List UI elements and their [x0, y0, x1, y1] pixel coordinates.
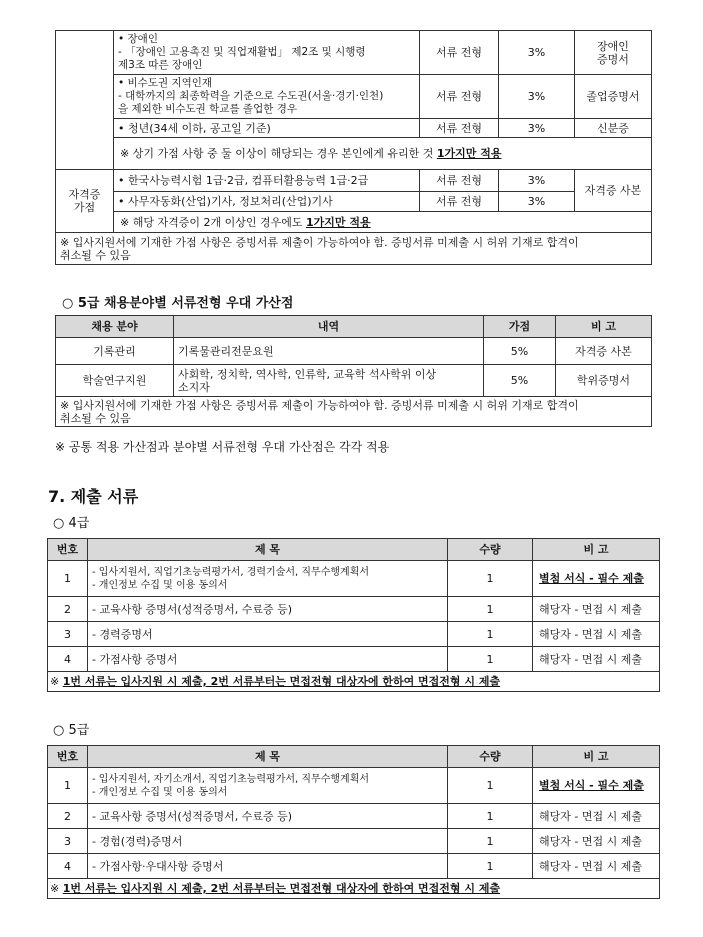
row-title: - 입사지원서, 직업기초능력평가서, 경력기술서, 직무수행계획서 - 개인정보 수집 및 이용 동의서	[88, 561, 448, 597]
grade4-title: ○ 4급	[53, 516, 90, 531]
row-note: 해당자 - 면접 시 제출	[533, 647, 660, 672]
cert-point: 3%	[499, 192, 575, 212]
row-title: - 경력증명서	[88, 622, 448, 647]
grade5-bonus-title: ○ 5급 채용분야별 서류전형 우대 가산점	[62, 296, 294, 311]
row-no: 3	[48, 622, 88, 647]
bonus-note: 졸업증명서	[575, 75, 652, 119]
col-title: 제 목	[88, 746, 448, 768]
dup-note: ※ 상기 가점 사항 중 둘 이상이 해당되는 경우 본인에게 유리한 것 1가지만 적용	[114, 138, 652, 170]
col-note: 비 고	[556, 316, 652, 338]
cert-content: • 한국사능력시험 1급·2급, 컴퓨터활용능력 1급·2급	[114, 170, 420, 192]
grade5-bonus-table	[55, 315, 652, 427]
col-point: 가점	[484, 316, 556, 338]
bonus-table	[55, 30, 652, 265]
bonus-point: 3%	[499, 31, 575, 75]
row-no: 2	[48, 804, 88, 829]
row-title: - 교육사항 증명서(성적증명서, 수료증 등)	[88, 804, 448, 829]
row-note: 별첨 서식 - 필수 제출	[533, 561, 660, 597]
point-cell: 5%	[484, 365, 556, 397]
bonus-note: 신분증	[575, 119, 652, 138]
col-detail: 내역	[174, 316, 484, 338]
col-title: 제 목	[88, 539, 448, 561]
bonus-footer: ※ 입사지원서에 기재한 가점 사항은 증빙서류 제출이 가능하여야 함. 증빙서류 미제출 시 허위 기재로 합격이 취소될 수 있음	[56, 233, 652, 265]
col-qty: 수량	[448, 746, 533, 768]
row-no: 3	[48, 829, 88, 854]
point-cell: 5%	[484, 338, 556, 365]
col-qty: 수량	[448, 539, 533, 561]
row-title: - 교육사항 증명서(성적증명서, 수료증 등)	[88, 597, 448, 622]
grade4-docs-table	[47, 538, 660, 692]
row-note: 해당자 - 면접 시 제출	[533, 829, 660, 854]
row-qty: 1	[448, 647, 533, 672]
detail-cell: 기록물관리전문요원	[174, 338, 484, 365]
col-no: 번호	[48, 539, 88, 561]
row-no: 1	[48, 768, 88, 804]
cert-content: • 사무자동화(산업)기사, 정보처리(산업)기사	[114, 192, 420, 212]
row-qty: 1	[448, 829, 533, 854]
row-qty: 1	[448, 622, 533, 647]
bonus-content: • 비수도권 지역인재 - 대학까지의 최종학력을 기준으로 수도권(서울·경기·인천) 을 제외한 비수도권 학교를 졸업한 경우	[114, 75, 420, 119]
cert-type: 서류 전형	[420, 170, 499, 192]
col-note: 비 고	[533, 746, 660, 768]
section7-title: 7. 제출 서류	[48, 487, 139, 506]
col-no: 번호	[48, 746, 88, 768]
grade5-title: ○ 5급	[53, 723, 90, 738]
bonus-type: 서류 전형	[420, 119, 499, 138]
bonus-type: 서류 전형	[420, 31, 499, 75]
row-no: 4	[48, 854, 88, 879]
row-title: - 가점사항 증명서	[88, 647, 448, 672]
cert-label: 자격증 가점	[56, 170, 114, 233]
row-qty: 1	[448, 597, 533, 622]
field-cell: 학술연구지원	[56, 365, 174, 397]
bonus-content: • 청년(34세 이하, 공고일 기준)	[114, 119, 420, 138]
row-note: 해당자 - 면접 시 제출	[533, 854, 660, 879]
cert-note: 자격증 사본	[575, 170, 652, 212]
row-qty: 1	[448, 854, 533, 879]
row-note: 해당자 - 면접 시 제출	[533, 804, 660, 829]
row-title: - 입사지원서, 자기소개서, 직업기초능력평가서, 직무수행계획서 - 개인정보 수집 및 이용 동의서	[88, 768, 448, 804]
bonus-point: 3%	[499, 119, 575, 138]
row-note: 해당자 - 면접 시 제출	[533, 622, 660, 647]
cert-type: 서류 전형	[420, 192, 499, 212]
row-title: - 경험(경력)증명서	[88, 829, 448, 854]
bonus-note: 장애인 증명서	[575, 31, 652, 75]
col-note: 비 고	[533, 539, 660, 561]
bonus-type: 서류 전형	[420, 75, 499, 119]
field-cell: 기록관리	[56, 338, 174, 365]
grade4-footer: ※ 1번 서류는 입사지원 시 제출, 2번 서류부터는 면접전형 대상자에 한하여 면접전형 시 제출	[48, 672, 660, 692]
detail-cell: 사회학, 정치학, 역사학, 인류학, 교육학 석사학위 이상 소지자	[174, 365, 484, 397]
col-field: 채용 분야	[56, 316, 174, 338]
common-note: ※ 공통 적용 가산점과 분야별 서류전형 우대 가산점은 각각 적용	[55, 440, 390, 454]
bonus-content: • 장애인 - 「장애인 고용촉진 및 직업재활법」 제2조 및 시행령 제3조 따른 장애인	[114, 31, 420, 75]
row-title: - 가점사항·우대사항 증명서	[88, 854, 448, 879]
cert-dup-note: ※ 해당 자격증이 2개 이상인 경우에도 1가지만 적용	[114, 212, 652, 233]
row-note: 별첨 서식 - 필수 제출	[533, 768, 660, 804]
note-cell: 자격증 사본	[556, 338, 652, 365]
grade5-footer: ※ 1번 서류는 입사지원 시 제출, 2번 서류부터는 면접전형 대상자에 한하여 면접전형 시 제출	[48, 879, 660, 899]
bonus-point: 3%	[499, 75, 575, 119]
grade5-bonus-footer: ※ 입사지원서에 기재한 가점 사항은 증빙서류 제출이 가능하여야 함. 증빙서류 미제출 시 허위 기재로 합격이 취소될 수 있음	[56, 397, 652, 427]
cert-point: 3%	[499, 170, 575, 192]
category-cell	[56, 31, 114, 170]
row-note: 해당자 - 면접 시 제출	[533, 597, 660, 622]
row-qty: 1	[448, 768, 533, 804]
note-cell: 학위증명서	[556, 365, 652, 397]
row-no: 4	[48, 647, 88, 672]
row-qty: 1	[448, 561, 533, 597]
row-no: 1	[48, 561, 88, 597]
row-no: 2	[48, 597, 88, 622]
grade5-docs-table	[47, 745, 660, 899]
row-qty: 1	[448, 804, 533, 829]
